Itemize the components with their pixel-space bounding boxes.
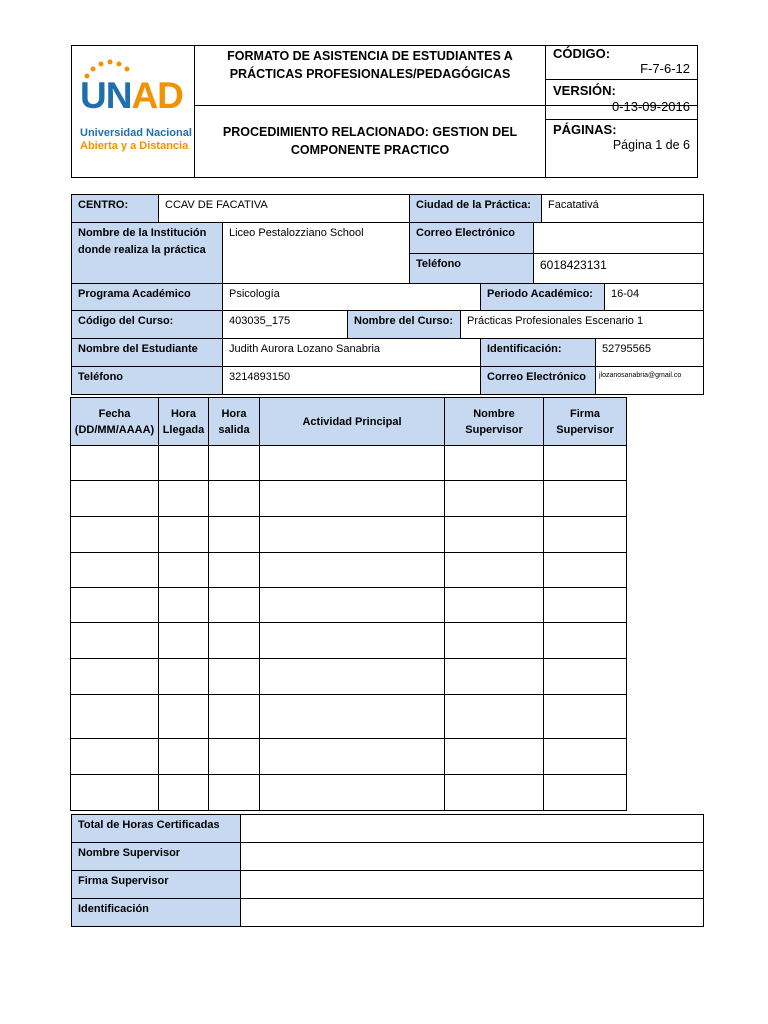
attendance-cell-firma-supervisor[interactable] [543, 587, 627, 623]
header-divider-logo [194, 45, 195, 178]
nombre-curso-label: Nombre del Curso: [347, 310, 461, 339]
codigo-curso-label: Código del Curso: [71, 310, 223, 339]
attendance-cell-hora-salida[interactable] [208, 587, 260, 623]
attendance-cell-nombre-supervisor[interactable] [444, 694, 544, 739]
attendance-cell-fecha[interactable] [70, 552, 159, 588]
institucion-value: Liceo Pestalozziano School [222, 222, 410, 284]
attendance-cell-actividad[interactable] [259, 445, 445, 481]
attendance-cell-nombre-supervisor[interactable] [444, 774, 544, 811]
estudiante-label: Nombre del Estudiante [71, 338, 223, 367]
col-header-nombre-supervisor: Nombre Supervisor [444, 397, 544, 446]
codigo-value: F-7-6-12 [640, 61, 690, 76]
nombre-curso-value: Prácticas Profesionales Escenario 1 [460, 310, 704, 339]
attendance-cell-actividad[interactable] [259, 738, 445, 775]
identificacion-value: 52795565 [595, 338, 704, 367]
attendance-cell-nombre-supervisor[interactable] [444, 658, 544, 695]
unad-logo [76, 58, 190, 158]
col-header-firma-supervisor: Firma Supervisor [543, 397, 627, 446]
header-divider-version [545, 79, 698, 80]
telefono-inst-label: Teléfono [409, 253, 534, 284]
attendance-cell-nombre-supervisor[interactable] [444, 587, 544, 623]
identificacion-footer-label: Identificación [71, 898, 241, 927]
attendance-cell-hora-llegada[interactable] [158, 658, 209, 695]
telefono-label: Teléfono [71, 366, 223, 395]
form-title: FORMATO DE ASISTENCIA DE ESTUDIANTES A PRÁCTICAS PROFESIONALES/PEDAGÓGICAS [227, 49, 513, 81]
firma-supervisor-field[interactable] [240, 870, 704, 899]
version-value: 0-13-09-2016 [611, 99, 690, 114]
attendance-cell-firma-supervisor[interactable] [543, 694, 627, 739]
attendance-cell-actividad[interactable] [259, 774, 445, 811]
attendance-cell-fecha[interactable] [70, 658, 159, 695]
col-header-hora-salida: Hora salida [208, 397, 260, 446]
centro-value: CCAV DE FACATIVA [158, 194, 410, 223]
attendance-cell-actividad[interactable] [259, 658, 445, 695]
attendance-cell-hora-salida[interactable] [208, 516, 260, 553]
attendance-cell-firma-supervisor[interactable] [543, 738, 627, 775]
total-horas-label: Total de Horas Certificadas [71, 814, 241, 843]
attendance-cell-hora-llegada[interactable] [158, 516, 209, 553]
logo-wordmark: UNAD [80, 75, 183, 116]
col-header-hora-llegada: Hora Llegada [158, 397, 209, 446]
attendance-cell-hora-salida[interactable] [208, 552, 260, 588]
attendance-cell-firma-supervisor[interactable] [543, 480, 627, 517]
attendance-cell-fecha[interactable] [70, 587, 159, 623]
attendance-cell-hora-salida[interactable] [208, 622, 260, 659]
ciudad-value: Facatativá [541, 194, 704, 223]
correo-inst-value [533, 222, 704, 254]
attendance-cell-hora-salida[interactable] [208, 738, 260, 775]
attendance-cell-hora-salida[interactable] [208, 658, 260, 695]
attendance-cell-nombre-supervisor[interactable] [444, 480, 544, 517]
identificacion-label: Identificación: [480, 338, 596, 367]
codigo-label: CÓDIGO: [553, 46, 611, 61]
periodo-value: 16-04 [604, 283, 704, 311]
programa-value: Psicología [222, 283, 481, 311]
header-divider-pages [545, 119, 698, 120]
col-header-fecha: Fecha (DD/MM/AAAA) [70, 397, 159, 446]
attendance-cell-hora-salida[interactable] [208, 694, 260, 739]
version-label: VERSIÓN: [553, 83, 616, 98]
attendance-cell-actividad[interactable] [259, 516, 445, 553]
attendance-cell-fecha[interactable] [70, 445, 159, 481]
codigo-curso-value: 403035_175 [222, 310, 348, 339]
attendance-cell-fecha[interactable] [70, 516, 159, 553]
periodo-label: Periodo Académico: [480, 283, 605, 311]
logo-line-1: Universidad Nacional [80, 127, 192, 139]
attendance-cell-nombre-supervisor[interactable] [444, 552, 544, 588]
attendance-cell-actividad[interactable] [259, 552, 445, 588]
estudiante-value: Judith Aurora Lozano Sanabria [222, 338, 481, 367]
attendance-cell-hora-llegada[interactable] [158, 552, 209, 588]
centro-label: CENTRO: [71, 194, 159, 223]
attendance-cell-hora-llegada[interactable] [158, 480, 209, 517]
attendance-cell-actividad[interactable] [259, 480, 445, 517]
identificacion-footer-field[interactable] [240, 898, 704, 927]
attendance-cell-firma-supervisor[interactable] [543, 445, 627, 481]
attendance-cell-hora-llegada[interactable] [158, 587, 209, 623]
attendance-cell-actividad[interactable] [259, 694, 445, 739]
header-divider-codes [545, 45, 546, 178]
attendance-cell-nombre-supervisor[interactable] [444, 738, 544, 775]
attendance-cell-fecha[interactable] [70, 480, 159, 517]
attendance-cell-hora-salida[interactable] [208, 480, 260, 517]
attendance-cell-fecha[interactable] [70, 622, 159, 659]
correo-value: jlozanosanabria@gmail.co [595, 366, 704, 395]
firma-supervisor-label: Firma Supervisor [71, 870, 241, 899]
attendance-cell-nombre-supervisor[interactable] [444, 516, 544, 553]
institucion-label: Nombre de la Institución donde realiza la práctica [71, 222, 223, 284]
programa-label: Programa Académico [71, 283, 223, 311]
attendance-cell-firma-supervisor[interactable] [543, 658, 627, 695]
correo-inst-label: Correo Electrónico [409, 222, 534, 254]
correo-label: Correo Electrónico [480, 366, 596, 395]
attendance-cell-firma-supervisor[interactable] [543, 622, 627, 659]
attendance-cell-nombre-supervisor[interactable] [444, 622, 544, 659]
nombre-supervisor-label: Nombre Supervisor [71, 842, 241, 871]
procedure-title: PROCEDIMIENTO RELACIONADO: GESTION DEL COMPONENTE PRACTICO [222, 125, 518, 157]
attendance-cell-actividad[interactable] [259, 622, 445, 659]
attendance-cell-hora-llegada[interactable] [158, 738, 209, 775]
paginas-value: Página 1 de 6 [612, 138, 690, 152]
attendance-cell-hora-llegada[interactable] [158, 622, 209, 659]
attendance-cell-hora-llegada[interactable] [158, 445, 209, 481]
ciudad-label: Ciudad de la Práctica: [409, 194, 542, 223]
attendance-cell-hora-llegada[interactable] [158, 694, 209, 739]
attendance-cell-fecha[interactable] [70, 694, 159, 739]
total-horas-field[interactable] [240, 814, 704, 843]
nombre-supervisor-field[interactable] [240, 842, 704, 871]
telefono-inst-value: 6018423131 [533, 253, 704, 284]
col-header-actividad: Actividad Principal [259, 397, 445, 446]
attendance-cell-hora-salida[interactable] [208, 774, 260, 811]
attendance-cell-firma-supervisor[interactable] [543, 516, 627, 553]
logo-line-2: Abierta y a Distancia [80, 140, 189, 152]
attendance-cell-hora-salida[interactable] [208, 445, 260, 481]
paginas-label: PÁGINAS: [553, 122, 617, 137]
attendance-cell-firma-supervisor[interactable] [543, 774, 627, 811]
telefono-value: 3214893150 [222, 366, 481, 395]
attendance-cell-fecha[interactable] [70, 738, 159, 775]
attendance-cell-nombre-supervisor[interactable] [444, 445, 544, 481]
attendance-cell-hora-llegada[interactable] [158, 774, 209, 811]
attendance-cell-actividad[interactable] [259, 587, 445, 623]
attendance-cell-fecha[interactable] [70, 774, 159, 811]
attendance-cell-firma-supervisor[interactable] [543, 552, 627, 588]
